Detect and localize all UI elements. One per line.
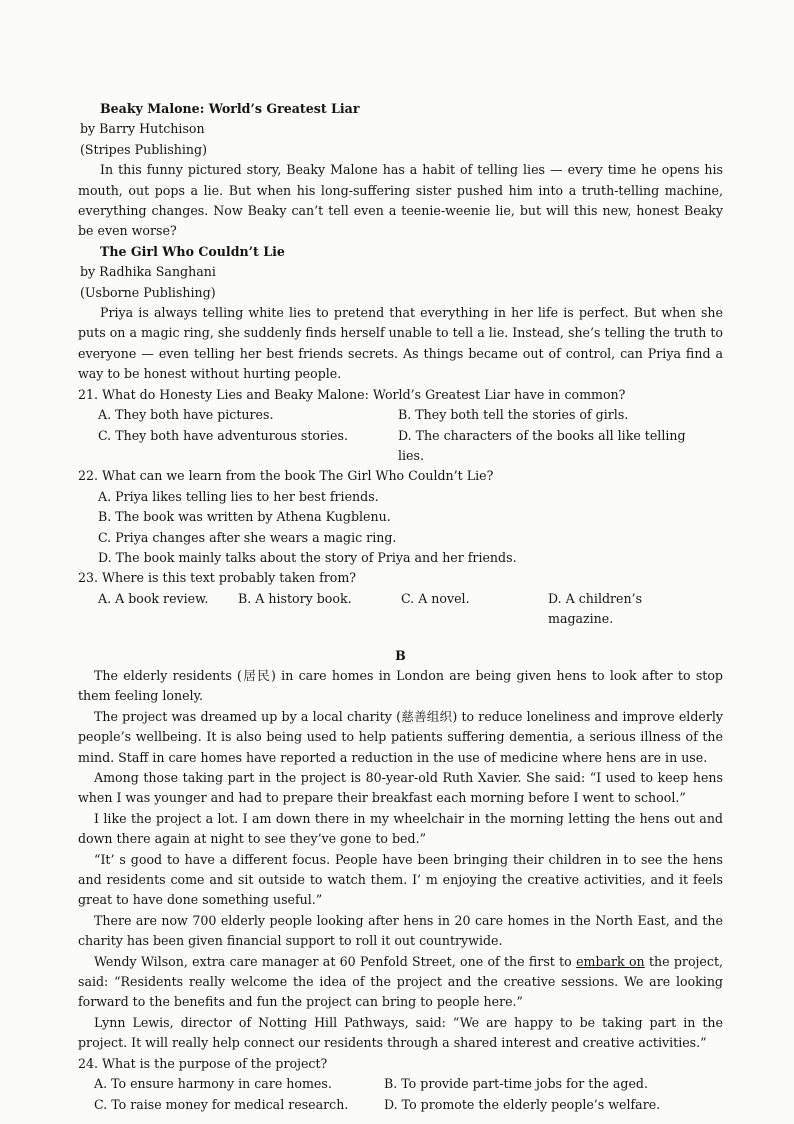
- book-author: by Radhika Sanghani: [80, 264, 216, 280]
- passage-paragraph: The project was dreamed up by a local charity (慈善组织) to reduce loneliness and improve elderly people’s wellbeing. It is also being used to help patients suffering dementia, a serious illness of the mind. Staff in care homes have reported a reduction in the use of medicine where hens are in use.: [78, 708, 723, 765]
- option-d: D. A children’s magazine.: [548, 590, 643, 627]
- book-title: Beaky Malone: World’s Greatest Liar: [100, 101, 360, 116]
- option-a: A. They both have pictures.: [98, 407, 274, 423]
- option-d: D. To promote the elderly people’s welfare.: [384, 1096, 661, 1112]
- question-21: [78, 385, 723, 467]
- passage-paragraph: “It’ s good to have a different focus. People have been bringing their children in to see the hens and residents come and sit outside to watch them. I’ m enjoying the creative activities, and it feels great to have done something useful.”: [78, 851, 723, 908]
- quote-text: Wendy Wilson, extra care manager at 60 Penfold Street, one of the first to: [94, 953, 577, 969]
- section-heading: B: [395, 647, 406, 663]
- question-24: [78, 1054, 723, 1115]
- option-c: C. Priya changes after she wears a magic ring.: [98, 529, 397, 545]
- book-summary: Priya is always telling white lies to pretend that everything in her life is perfect. But when she puts on a magic ring, she suddenly finds herself unable to tell a lie. Instead, she’s telling the truth to everyone — even telling her best friends secrets. As things became out of control, can Priya find a way to be honest without hurting people.: [78, 305, 723, 382]
- book-summary: In this funny pictured story, Beaky Malone has a habit of telling lies — every time he opens his mouth, out pops a lie. But when his long-suffering sister pushed him into a truth-telling machine, everything changes. Now Beaky can’t tell even a teenie-weenie lie, but will this new, honest Beaky be even worse?: [78, 162, 723, 239]
- quote-text: the project, said: “Residents really welcome the idea of the project and the creative sessions. We are looking forward to the benefits and fun the project can bring to people here.”: [78, 953, 724, 1010]
- passage-paragraph: Among those taking part in the project is 80-year-old Ruth Xavier. She said: “I used to keep hens when I was younger and had to prepare their breakfast each morning before I went to school.”: [78, 770, 723, 806]
- passage-b: [78, 666, 723, 1054]
- question-options: [78, 1074, 723, 1115]
- passage-paragraph: There are now 700 elderly people looking after hens in 20 care homes in the North East, and the charity has been given financial support to roll it out countrywide.: [78, 912, 723, 949]
- option-c: C. To raise money for medical research.: [94, 1096, 349, 1112]
- option-b: B. The book was written by Athena Kugblenu.: [98, 509, 391, 525]
- option-a: A. Priya likes telling lies to her best friends.: [98, 488, 379, 504]
- option-c: C. They both have adventurous stories.: [98, 427, 348, 443]
- book-review-1: [78, 99, 723, 242]
- passage-paragraph: The elderly residents (居民) in care homes in London are being given hens to look after to stop them feeling lonely.: [78, 667, 723, 704]
- question-22: [78, 466, 723, 568]
- option-d: D. The characters of the books all like telling lies.: [398, 427, 686, 463]
- passage-paragraph: Lynn Lewis, director of Notting Hill Pathways, said: “We are happy to be taking part in the project. It will really help connect our residents through a shared interest and creative activities.”: [78, 1014, 723, 1051]
- question-stem: 22. What can we learn from the book The Girl Who Couldn’t Lie?: [78, 468, 494, 484]
- question-options: [78, 589, 723, 630]
- question-stem: 23. Where is this text probably taken from?: [78, 570, 357, 586]
- book-author: by Barry Hutchison: [80, 121, 205, 137]
- question-stem: 21. What do Honesty Lies and Beaky Malone: World’s Greatest Liar have in common?: [78, 386, 626, 402]
- question-options: [78, 405, 723, 466]
- question-stem: 24. What is the purpose of the project?: [78, 1055, 328, 1071]
- passage-paragraph: I like the project a lot. I am down there in my wheelchair in the morning letting the hens out and down there again at night to see they’ve gone to bed.”: [78, 810, 723, 847]
- book-title: The Girl Who Couldn’t Lie: [100, 243, 285, 259]
- option-b: B. A history book.: [238, 590, 352, 606]
- option-c: C. A novel.: [401, 590, 470, 606]
- option-a: A. A book review.: [98, 590, 209, 606]
- option-b: B. To provide part-time jobs for the aged.: [384, 1076, 648, 1092]
- option-b: B. They both tell the stories of girls.: [398, 407, 629, 423]
- book-publisher: (Stripes Publishing): [80, 141, 208, 157]
- question-23: [78, 568, 723, 629]
- underlined-phrase: embark on: [576, 953, 645, 969]
- book-publisher: (Usborne Publishing): [80, 284, 216, 300]
- passage-paragraph: [78, 952, 723, 1013]
- question-options: [78, 487, 723, 569]
- option-a: A. To ensure harmony in care homes.: [94, 1076, 332, 1092]
- option-d: D. The book mainly talks about the story of Priya and her friends.: [98, 549, 517, 565]
- book-review-2: [78, 242, 723, 385]
